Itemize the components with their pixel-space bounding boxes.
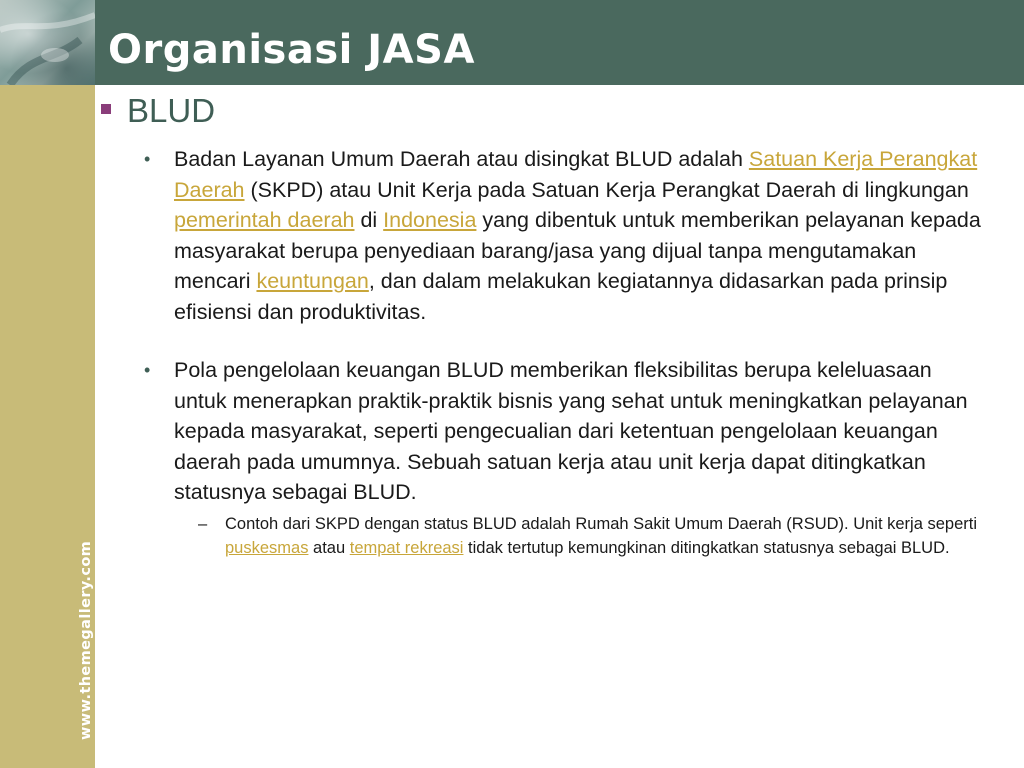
link-pemerintah-daerah[interactable]: pemerintah daerah [174,208,355,232]
decorative-photo [0,0,95,85]
section-heading [97,90,987,134]
bullet-list [97,144,987,560]
section-heading-text: BLUD [127,92,216,129]
link-puskesmas[interactable]: puskesmas [225,538,309,557]
bullet-item [97,144,989,327]
link-skpd[interactable]: Satuan Kerja Perangkat Daerah [174,147,978,202]
bullet-dot-icon: • [144,360,151,380]
slide-title: Organisasi JASA [108,27,475,73]
decorative-photo-graphic [0,0,95,85]
bullet-dot-icon: • [144,149,151,169]
sub-bullet-text: tidak tertutup kemungkinan ditingkatkan statusnya sebagai BLUD. [463,538,950,557]
slide-content [97,90,987,560]
link-keuntungan[interactable]: keuntungan [256,269,369,293]
link-tempat-rekreasi[interactable]: tempat rekreasi [349,538,464,557]
bullet-text: (SKPD) atau Unit Kerja pada Satuan Kerja Perangkat Daerah di lingkungan [244,177,969,202]
bullet-item [97,355,989,560]
sub-bullet-list [174,512,989,560]
square-bullet-icon [101,104,111,114]
sub-bullet-item [174,512,989,560]
dash-bullet-icon: – [198,514,208,533]
bullet-text: Pola pengelolaan keuangan BLUD memberikan fleksibilitas berupa keleluasaan untuk menerapkan praktik-praktik bisnis yang sehat untuk meningkatkan pelayanan kepada masyarakat, seperti pengecualian dari ketentuan pengelolaan keuangan daerah pada umumnya. Sebuah satuan kerja atau unit kerja dapat ditingkatkan statusnya sebagai BLUD. [174,358,968,504]
sub-bullet-text: atau [308,538,350,557]
bullet-text: yang dibentuk untuk memberikan pelayanan kepada masyarakat berupa penyediaan barang/jasa yang dijual tanpa mengutamakan mencari [174,208,981,293]
sub-bullet-text: Contoh dari SKPD dengan status BLUD adalah Rumah Sakit Umum Daerah (RSUD). Unit kerja seperti [225,514,977,533]
link-indonesia[interactable]: Indonesia [383,208,477,232]
bullet-text: , dan dalam melakukan kegiatannya didasarkan pada prinsip efisiensi dan produktivitas. [174,269,948,324]
bullet-text: di [354,208,384,232]
website-url: www.themegallery.com [78,540,94,740]
bullet-text: Badan Layanan Umum Daerah atau disingkat BLUD adalah [174,147,749,171]
